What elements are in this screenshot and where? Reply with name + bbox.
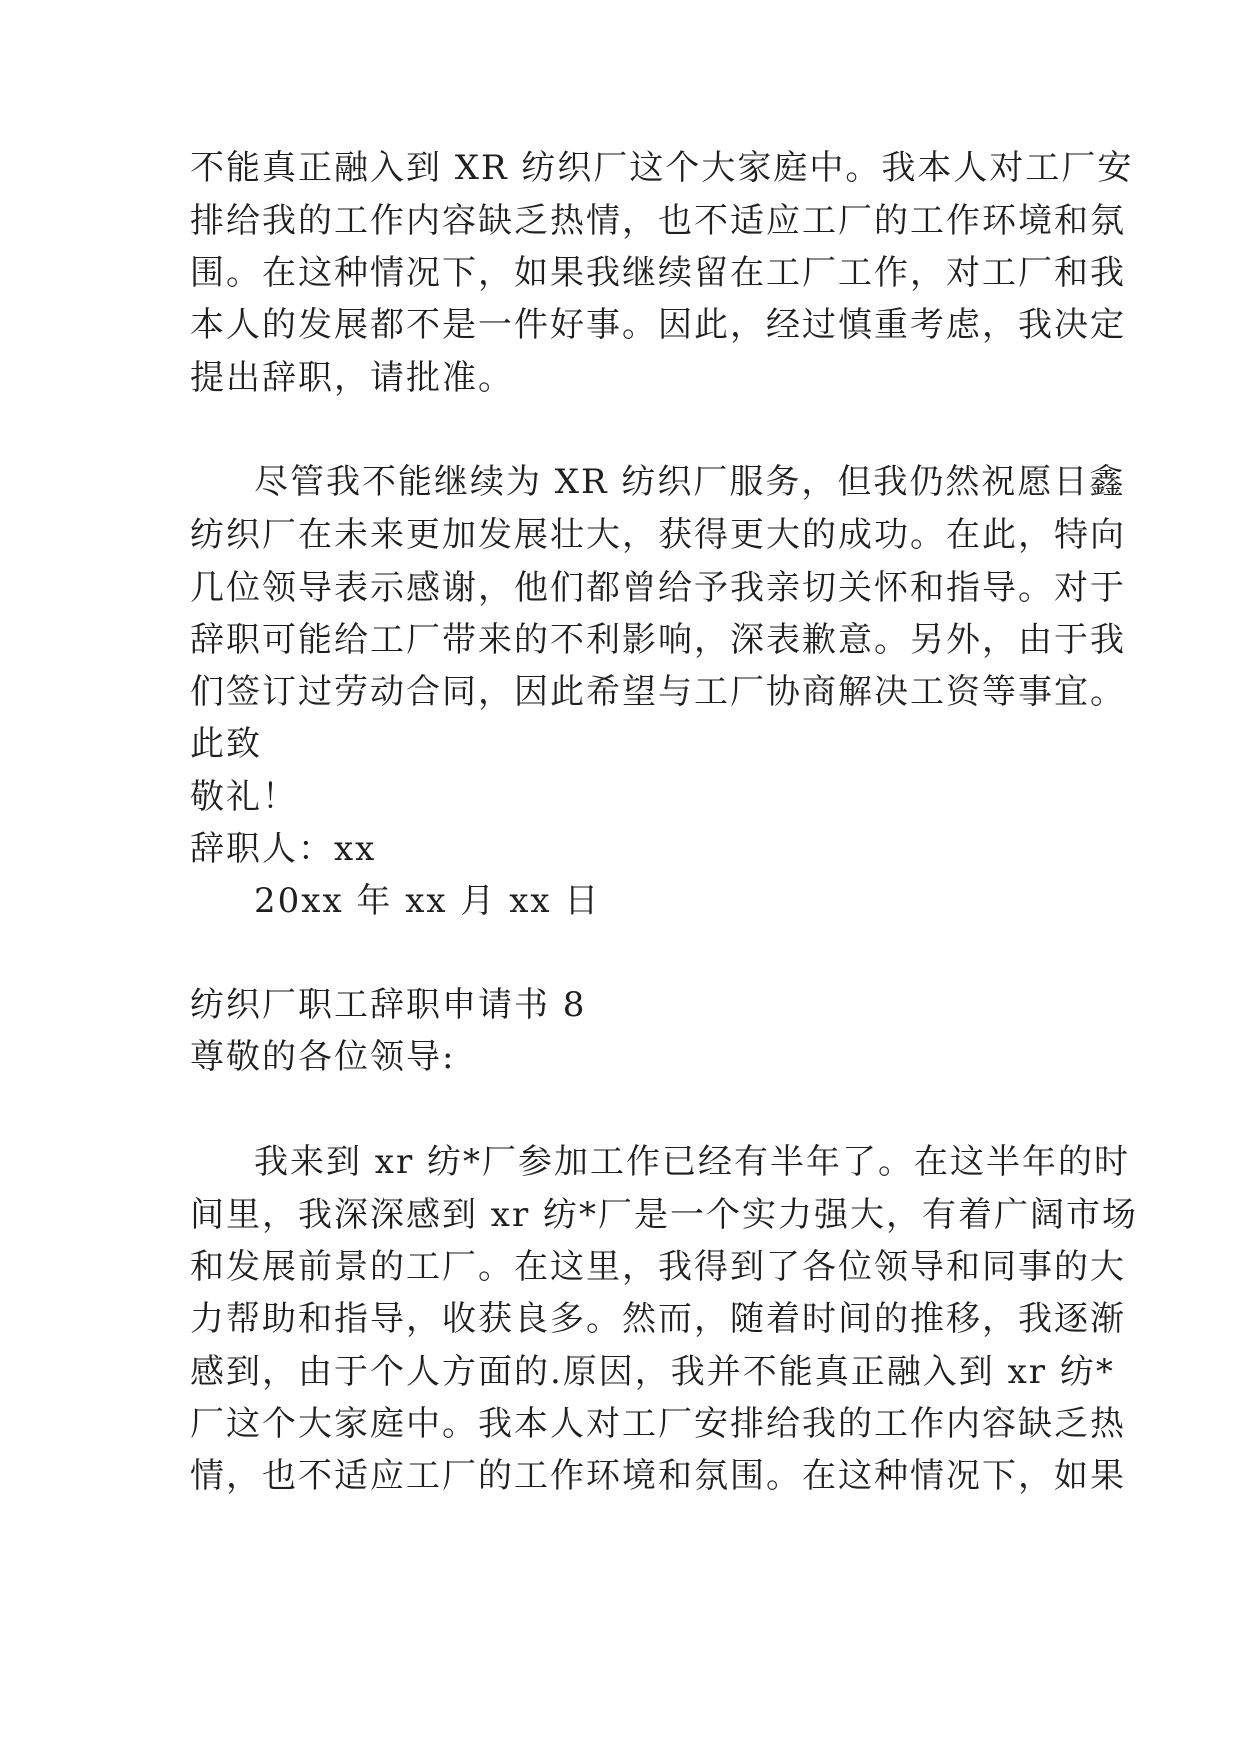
date-text: 20xx 年 xx 月 xx 日 <box>254 881 601 921</box>
body-text-line: 不能真正融入到 XR 纺织厂这个大家庭中。我本人对工厂安 <box>190 148 1134 188</box>
body-text-line: 厂这个大家庭中。我本人对工厂安排给我的工作内容缺乏热 <box>190 1404 1126 1444</box>
section-title: 纺织厂职工辞职申请书 8 <box>190 985 587 1025</box>
body-text-line: 本人的发展都不是一件好事。因此，经过慎重考虑，我决定 <box>190 305 1126 345</box>
body-text-line: 围。在这种情况下，如果我继续留在工厂工作，对工厂和我 <box>190 253 1126 293</box>
body-text-line: 排给我的工作内容缺乏热情，也不适应工厂的工作环境和氛 <box>190 201 1126 241</box>
body-text-line: 和发展前景的工厂。在这里，我得到了各位领导和同事的大 <box>190 1247 1126 1287</box>
body-text-line: 尽管我不能继续为 XR 纺织厂服务，但我仍然祝愿日鑫 <box>254 462 1126 502</box>
body-text-line: 情，也不适应工厂的工作环境和氛围。在这种情况下，如果 <box>190 1456 1126 1496</box>
body-text-line: 辞职可能给工厂带来的不利影响，深表歉意。另外，由于我 <box>190 620 1126 660</box>
body-text-line: 我来到 xr 纺*厂参加工作已经有半年了。在这半年的时 <box>254 1142 1131 1182</box>
body-text-line: 间里，我深深感到 xr 纺*厂是一个实力强大，有着广阔市场 <box>190 1195 1139 1235</box>
salute-text: 敬礼！ <box>190 777 298 817</box>
body-text-line: 几位领导表示感谢，他们都曾给予我亲切关怀和指导。对于 <box>190 568 1126 608</box>
closing-text: 此致 <box>190 724 262 764</box>
body-text-line: 纺织厂在未来更加发展壮大，获得更大的成功。在此，特向 <box>190 515 1126 555</box>
body-text-line: 提出辞职，请批准。 <box>190 358 514 398</box>
body-text-line: 力帮助和指导，收获良多。然而，随着时间的推移，我逐渐 <box>190 1299 1126 1339</box>
body-text-line: 感到，由于个人方面的.原因，我并不能真正融入到 xr 纺* <box>190 1352 1115 1392</box>
greeting-text: 尊敬的各位领导: <box>190 1037 456 1077</box>
signer-text: 辞职人：xx <box>190 829 377 869</box>
body-text-line: 们签订过劳动合同，因此希望与工厂协商解决工资等事宜。 <box>190 672 1126 712</box>
